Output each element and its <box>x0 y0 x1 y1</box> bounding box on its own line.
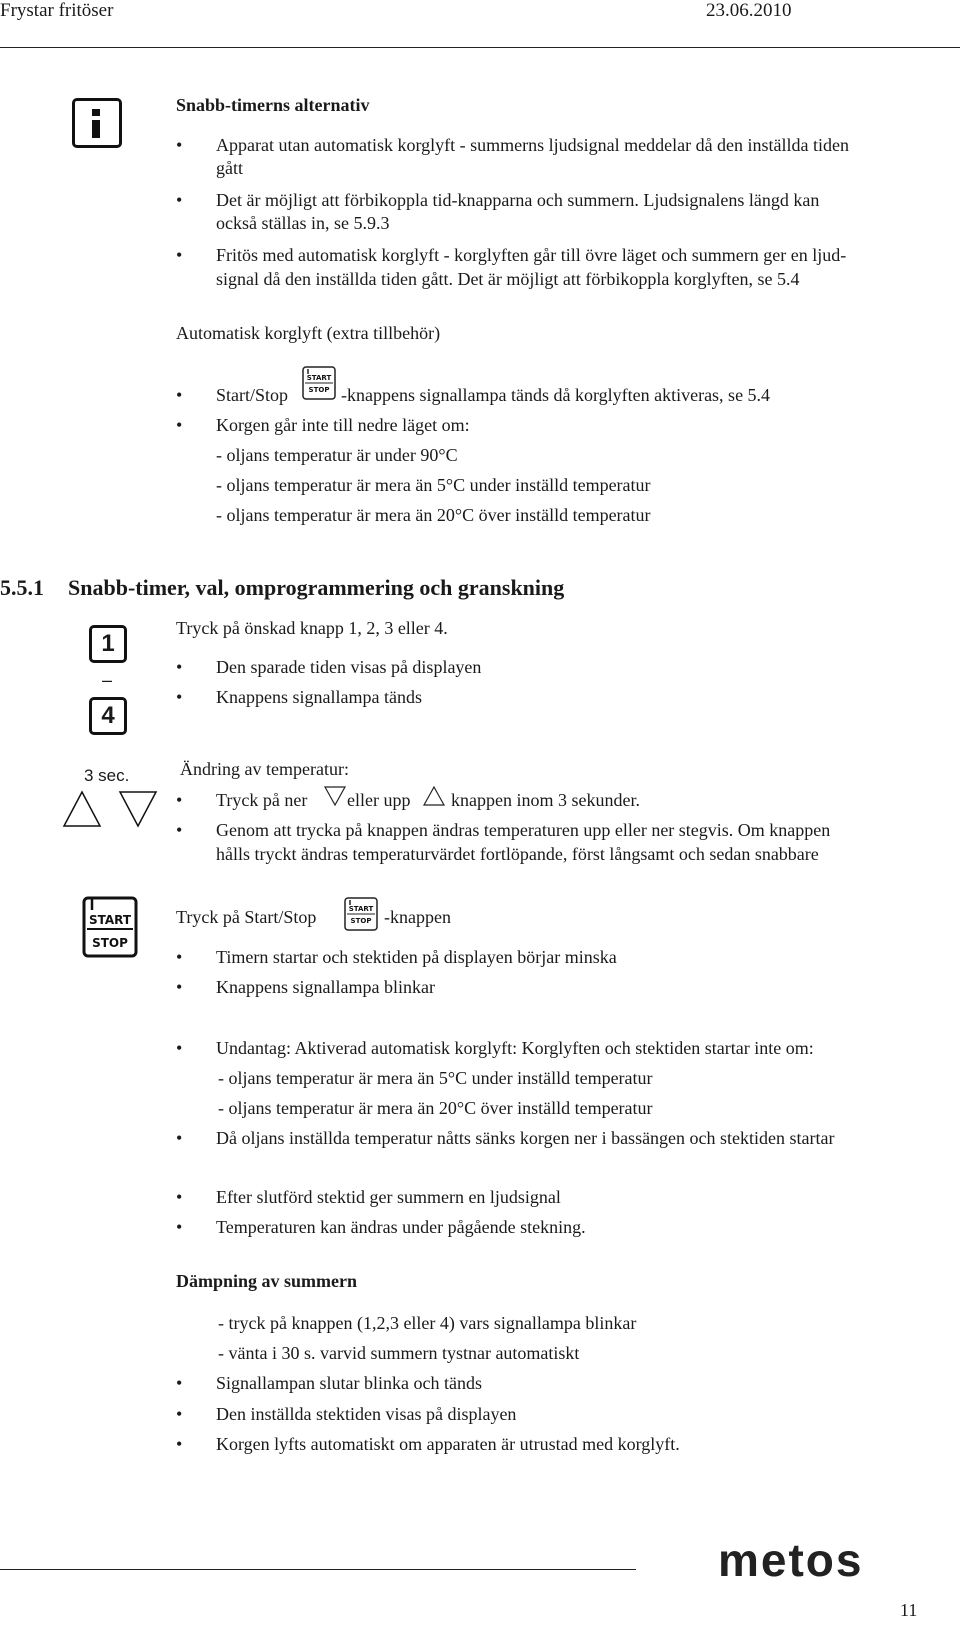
bullet-icon: • <box>176 947 183 967</box>
damp-heading: Dämpning av summern <box>176 1271 358 1291</box>
bullet-icon: • <box>176 657 183 677</box>
exception-condition-2: - oljans temperatur är mera än 20°C över inställd temperatur <box>218 1098 653 1118</box>
startstop-intro-pre: Tryck på Start/Stop <box>176 907 317 927</box>
header-rule <box>0 47 960 48</box>
start-label: START <box>88 913 132 927</box>
auto-lift-condition-2: - oljans temperatur är mera än 5°C under inställd temperatur <box>216 475 651 495</box>
info-bullet-2-line1: Det är möjligt att förbikoppla tid-knapparna och summern. Ljudsignalens längd kan <box>216 190 820 210</box>
info-heading: Snabb-timerns alternativ <box>176 95 370 115</box>
key-range-dash: – <box>102 670 113 690</box>
section-bullet-1: Den sparade tiden visas på displayen <box>216 657 482 677</box>
bullet-icon: • <box>176 190 183 210</box>
up-triangle-icon <box>423 786 445 806</box>
down-triangle-icon <box>324 786 346 806</box>
temp-bullet-1-a: Tryck på ner <box>216 790 308 810</box>
footer-rule <box>0 1569 636 1570</box>
info-bullet-1-line2: gått <box>216 158 243 178</box>
temp-bullet-2-line1: Genom att trycka på knappen ändras temperaturen upp eller ner stegvis. Om knappen <box>216 820 831 840</box>
bullet-icon: • <box>176 687 183 707</box>
bullet-icon: • <box>176 1038 183 1058</box>
temp-bullet-1-b: eller upp <box>347 790 411 810</box>
bullet-icon: • <box>176 790 183 810</box>
section-intro: Tryck på önskad knapp 1, 2, 3 eller 4. <box>176 618 448 638</box>
start-stop-icon <box>302 366 336 400</box>
auto-lift-bullet-1-pre: Start/Stop <box>216 385 289 405</box>
metos-logo: metos <box>718 1534 864 1586</box>
damp-bullet-2: Den inställda stektiden visas på displayen <box>216 1404 517 1424</box>
info-icon <box>72 98 122 148</box>
stop-label: STOP <box>92 936 128 950</box>
key-1-button[interactable]: 1 <box>89 625 127 663</box>
temp-bullet-1-c: knappen inom 3 sekunder. <box>451 790 640 810</box>
start-stop-button[interactable] <box>82 896 138 958</box>
after-bullet-2: Temperaturen kan ändras under pågående stekning. <box>216 1217 586 1237</box>
damp-step-2: - vänta i 30 s. varvid summern tystnar automatiskt <box>218 1343 580 1363</box>
info-bullet-3-line2: signal då den inställda tiden gått. Det är möjligt att förbikoppla korglyften, se 5.4 <box>216 269 800 289</box>
startstop-bullet-2: Knappens signallampa blinkar <box>216 977 435 997</box>
key-4-button[interactable]: 4 <box>89 697 127 735</box>
bullet-icon: • <box>176 977 183 997</box>
damp-step-1: - tryck på knappen (1,2,3 eller 4) vars signallampa blinkar <box>218 1313 637 1333</box>
bullet-icon: • <box>176 1434 183 1454</box>
damp-bullet-1: Signallampan slutar blinka och tänds <box>216 1373 482 1393</box>
svg-text:STOP: STOP <box>350 917 372 925</box>
svg-text:START: START <box>348 905 374 913</box>
info-bullet-1-line1: Apparat utan automatisk korglyft - summerns ljudsignal meddelar då den inställda tiden <box>216 135 850 155</box>
bullet-icon: • <box>176 1187 183 1207</box>
auto-lift-bullet-2: Korgen går inte till nedre läget om: <box>216 415 470 435</box>
bullet-icon: • <box>176 1128 183 1148</box>
bullet-icon: • <box>176 385 183 405</box>
exception-condition-1: - oljans temperatur är mera än 5°C under inställd temperatur <box>218 1068 653 1088</box>
after-bullet-1: Efter slutförd stektid ger summern en ljudsignal <box>216 1187 561 1207</box>
svg-text:STOP: STOP <box>308 386 330 394</box>
header-date: 23.06.2010 <box>706 0 792 21</box>
section-title: Snabb-timer, val, omprogrammering och granskning <box>68 575 565 600</box>
bullet-icon: • <box>176 415 183 435</box>
auto-lift-condition-3: - oljans temperatur är mera än 20°C över inställd temperatur <box>216 505 651 525</box>
bullet-icon: • <box>176 135 183 155</box>
startstop-bullet-1: Timern startar och stektiden på displayen börjar minska <box>216 947 617 967</box>
startstop-intro-post: -knappen <box>384 907 451 927</box>
auto-lift-bullet-1-post: -knappens signallampa tänds då korglyften aktiveras, se 5.4 <box>341 385 771 405</box>
section-number: 5.5.1 <box>0 575 44 600</box>
bullet-icon: • <box>176 1217 183 1237</box>
bullet-icon: • <box>176 245 183 265</box>
info-bullet-3-line1: Fritös med automatisk korglyft - korglyften går till övre läget och summern ger en ljud- <box>216 245 847 265</box>
auto-lift-condition-1: - oljans temperatur är under 90°C <box>216 445 458 465</box>
page-number: 11 <box>900 1600 918 1620</box>
damp-bullet-3: Korgen lyfts automatiskt om apparaten är utrustad med korglyft. <box>216 1434 680 1454</box>
info-bullet-2-line2: också ställas in, se 5.9.3 <box>216 213 390 233</box>
auto-lift-heading: Automatisk korglyft (extra tillbehör) <box>176 323 441 343</box>
svg-text:START: START <box>306 374 332 382</box>
bullet-icon: • <box>176 820 183 840</box>
exception-line: Undantag: Aktiverad automatisk korglyft: Korglyften och stektiden startar inte om: <box>216 1038 814 1058</box>
start-stop-icon <box>344 897 378 931</box>
three-sec-label: 3 sec. <box>84 766 130 785</box>
bullet-icon: • <box>176 1373 183 1393</box>
temp-bullet-2-line2: hålls tryckt ändras temperaturvärdet fortlöpande, först långsamt och sedan snabbare <box>216 844 819 864</box>
bullet-icon: • <box>176 1404 183 1424</box>
header-title: Frystar fritöser <box>0 0 114 21</box>
temp-heading: Ändring av temperatur: <box>180 759 349 779</box>
up-arrow-icon[interactable] <box>62 790 102 828</box>
section-bullet-2: Knappens signallampa tänds <box>216 687 422 707</box>
exception-bullet-2: Då oljans inställda temperatur nåtts sänks korgen ner i bassängen och stektiden startar <box>216 1128 835 1148</box>
down-arrow-icon[interactable] <box>118 790 158 828</box>
